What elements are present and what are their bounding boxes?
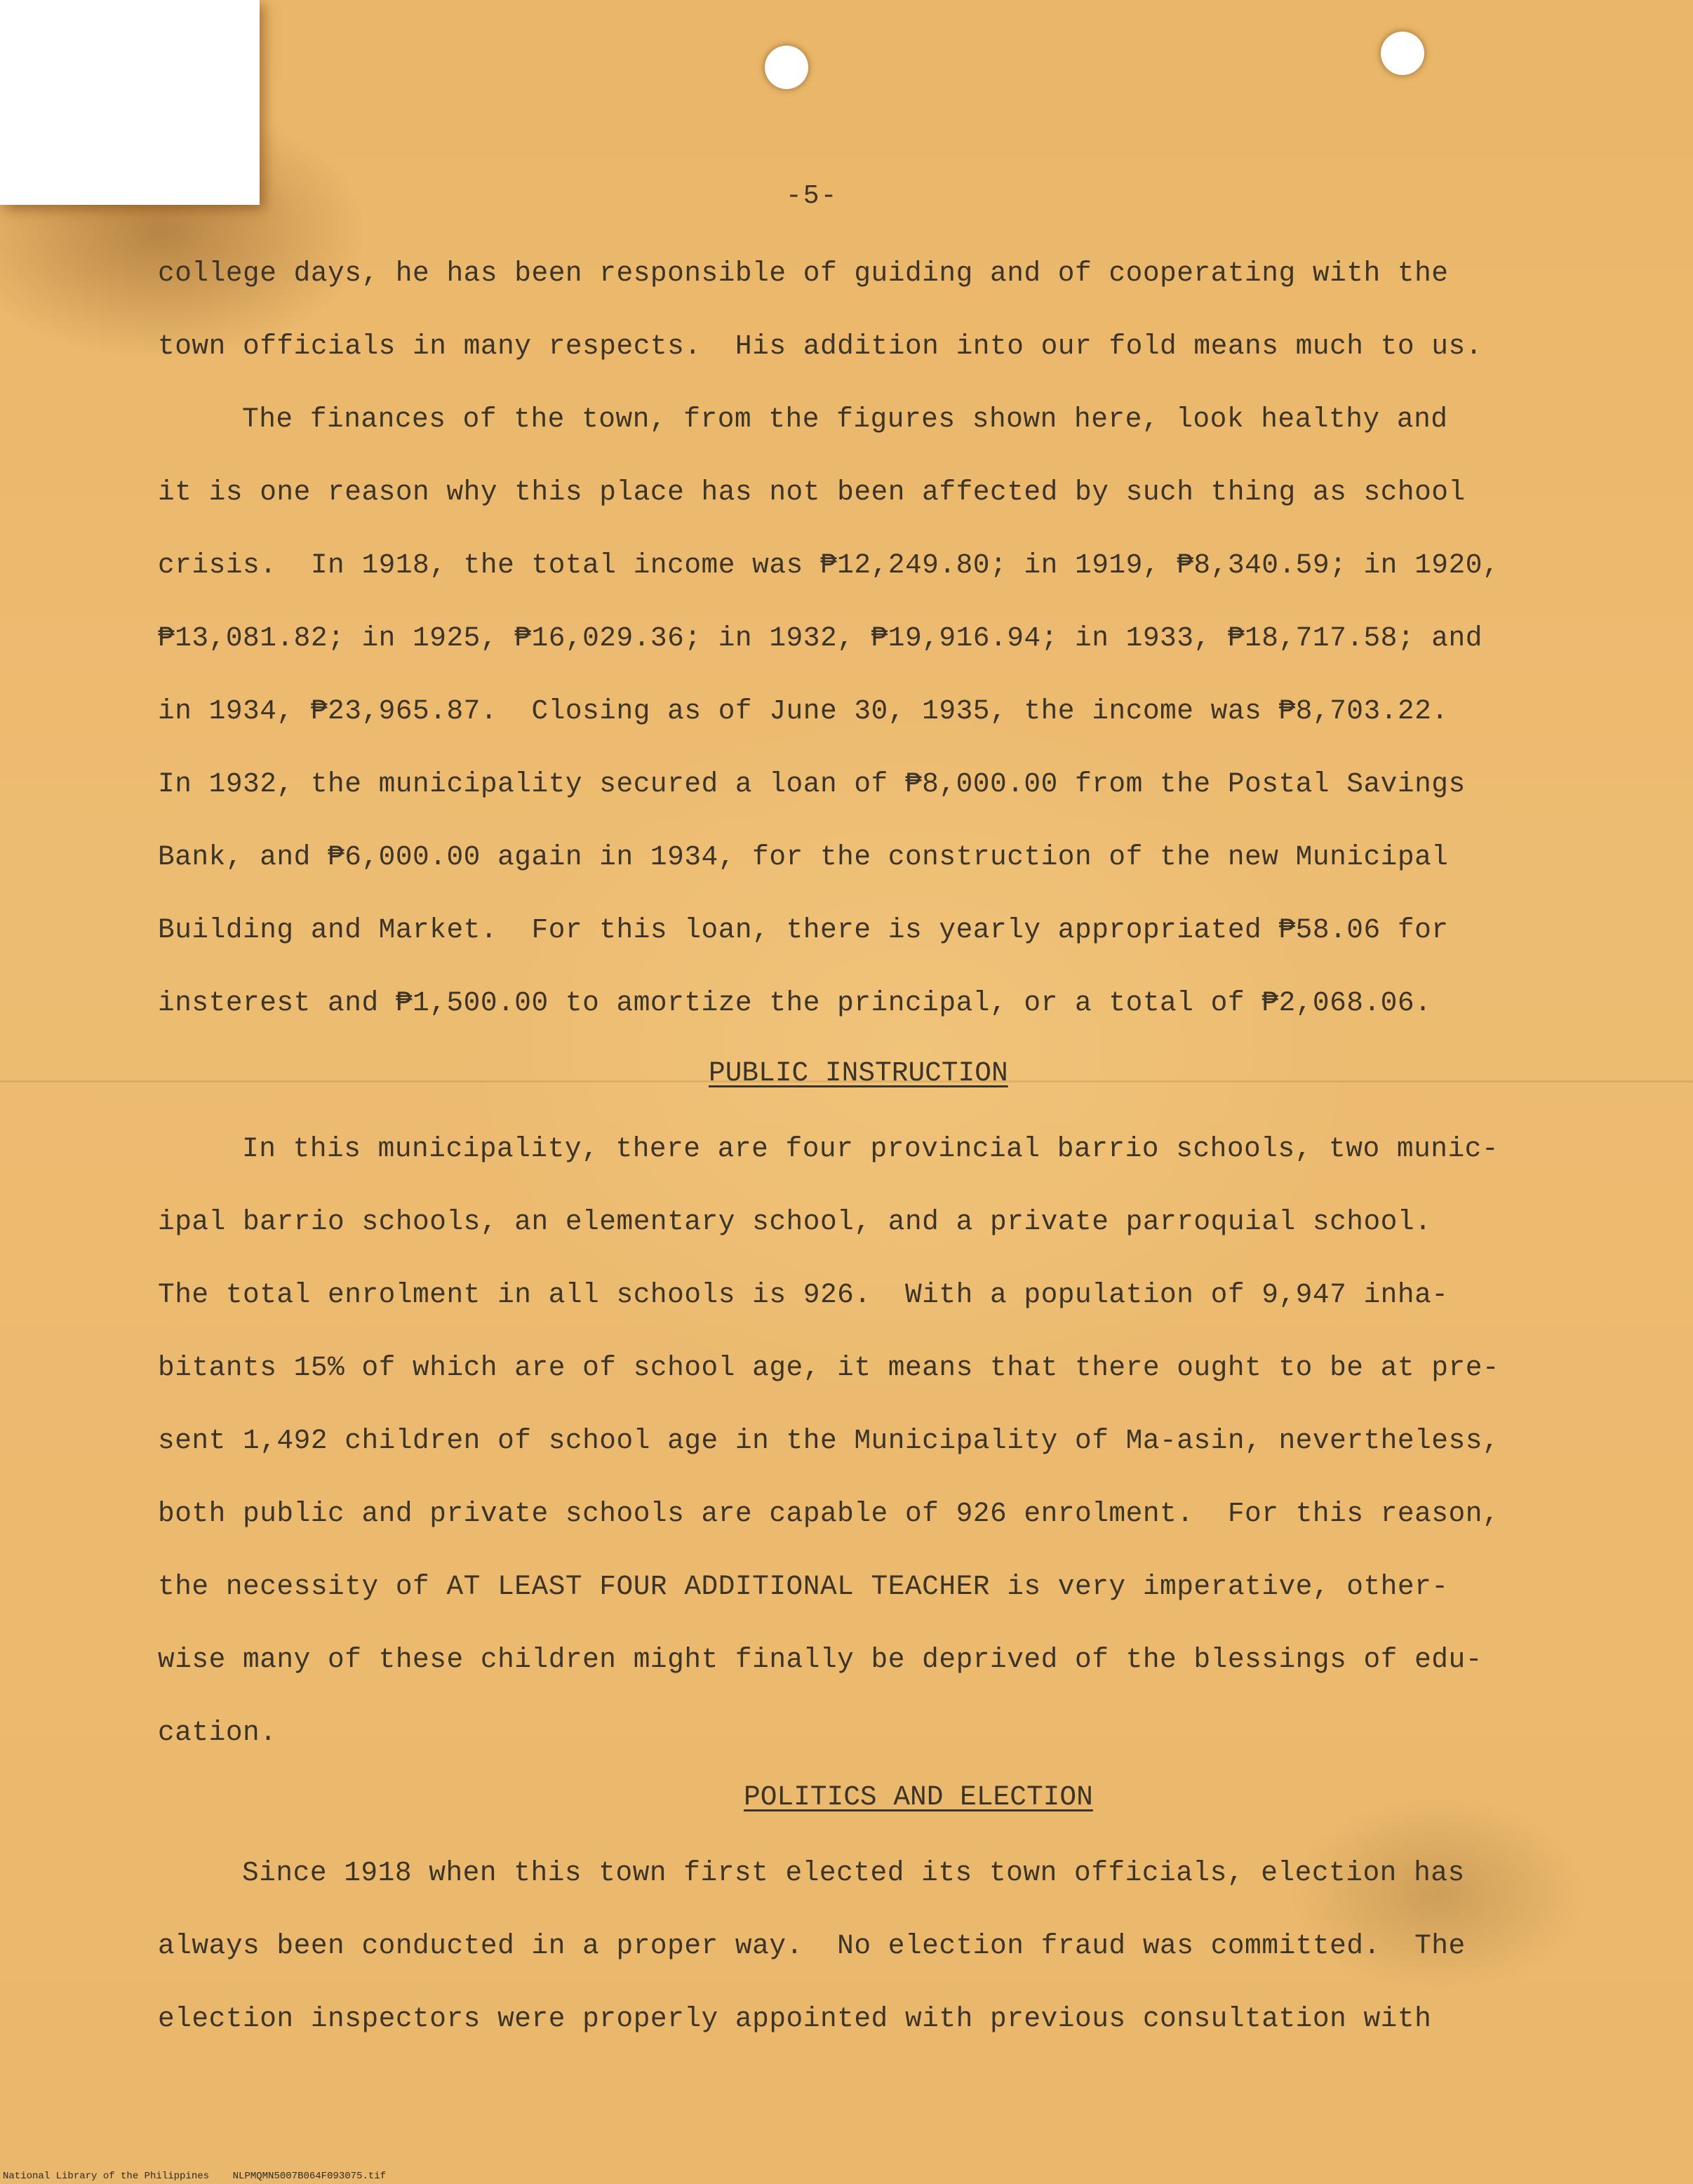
- text-line: The finances of the town, from the figures shown here, look healthy and: [242, 403, 1448, 435]
- torn-corner-patch: [0, 0, 260, 205]
- text-line: the necessity of AT LEAST FOUR ADDITIONAL TEACHER is very imperative, other-: [158, 1571, 1449, 1602]
- text-line: it is one reason why this place has not been affected by such thing as school: [158, 476, 1466, 508]
- punch-hole: [1381, 32, 1424, 75]
- page-number: -5-: [786, 181, 838, 211]
- text-line: in 1934, ₱23,965.87. Closing as of June 30, 1935, the income was ₱8,703.22.: [158, 695, 1449, 727]
- text-line: ipal barrio schools, an elementary school, and a private parroquial school.: [158, 1206, 1432, 1238]
- text-line: cation.: [158, 1717, 277, 1748]
- punch-hole: [765, 46, 808, 89]
- text-line: In 1932, the municipality secured a loan of ₱8,000.00 from the Postal Savings: [158, 768, 1466, 800]
- text-line: town officials in many respects. His addition into our fold means much to us.: [158, 330, 1483, 362]
- archive-caption: National Library of the Philippines NLPMQMN5007B064F093075.tif: [3, 2171, 387, 2182]
- text-line: college days, he has been responsible of guiding and of cooperating with the: [158, 257, 1449, 289]
- text-line: Since 1918 when this town first elected its town officials, election has: [242, 1857, 1465, 1889]
- text-line: always been conducted in a proper way. No election fraud was committed. The: [158, 1930, 1466, 1962]
- text-line: insterest and ₱1,500.00 to amortize the principal, or a total of ₱2,068.06.: [158, 987, 1432, 1019]
- text-line: In this municipality, there are four provincial barrio schools, two munic-: [242, 1133, 1499, 1165]
- section-heading-politics-and-election: POLITICS AND ELECTION: [744, 1781, 1093, 1813]
- text-line: both public and private schools are capable of 926 enrolment. For this reason,: [158, 1498, 1500, 1529]
- text-line: Bank, and ₱6,000.00 again in 1934, for the construction of the new Municipal: [158, 841, 1449, 873]
- text-line: bitants 15% of which are of school age, it means that there ought to be at pre-: [158, 1352, 1500, 1384]
- text-line: ₱13,081.82; in 1925, ₱16,029.36; in 1932, ₱19,916.94; in 1933, ₱18,717.58; and: [158, 622, 1483, 654]
- text-line: sent 1,492 children of school age in the Municipality of Ma-asin, nevertheless,: [158, 1425, 1500, 1456]
- text-line: The total enrolment in all schools is 926. With a population of 9,947 inha-: [158, 1279, 1449, 1311]
- text-line: Building and Market. For this loan, there is yearly appropriated ₱58.06 for: [158, 914, 1449, 946]
- text-line: wise many of these children might finally be deprived of the blessings of edu-: [158, 1644, 1483, 1675]
- text-line: crisis. In 1918, the total income was ₱12,249.80; in 1919, ₱8,340.59; in 1920,: [158, 549, 1500, 581]
- section-heading-public-instruction: PUBLIC INSTRUCTION: [709, 1057, 1008, 1089]
- text-line: election inspectors were properly appointed with previous consultation with: [158, 2003, 1432, 2035]
